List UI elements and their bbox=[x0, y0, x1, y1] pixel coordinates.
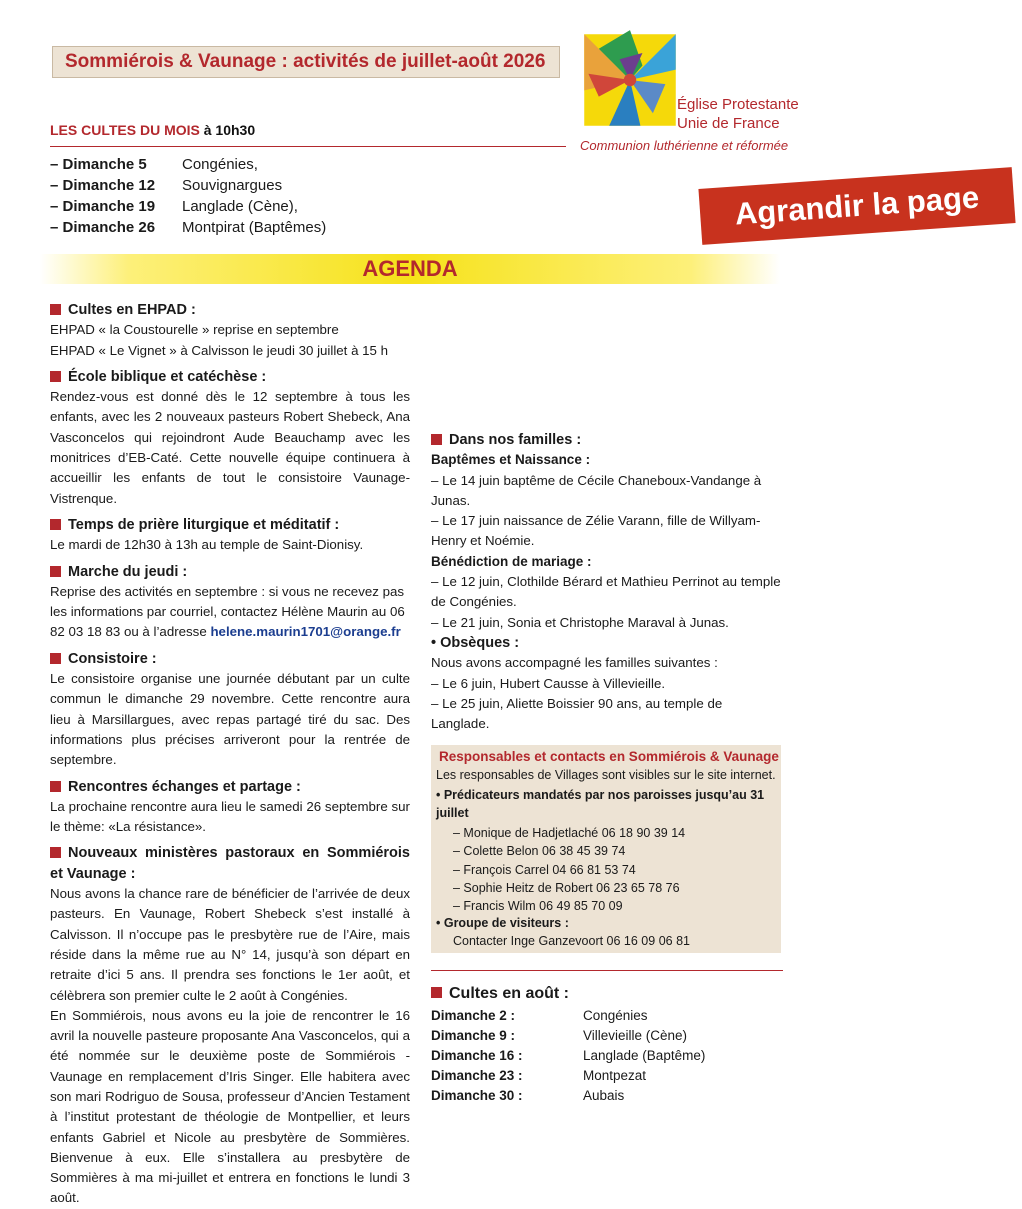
aout-day: Dimanche 30 : bbox=[431, 1088, 523, 1103]
marche-paragraph bbox=[50, 582, 410, 643]
predicateur-item: – Monique de Hadjetlaché 06 18 90 39 14 bbox=[453, 826, 686, 840]
cultes-heading bbox=[50, 122, 255, 138]
email-link[interactable]: helene.maurin1701@orange.fr bbox=[210, 624, 401, 640]
bapteme-item: – Le 14 juin baptême de Cécile Chaneboux-Vandange à Junas. bbox=[431, 472, 762, 508]
bapteme-item: – Le 17 juin naissance de Zélie Varann, fille de Willyam-Henry et Noémie. bbox=[431, 513, 761, 549]
visiteurs-heading: • Groupe de visiteurs : bbox=[436, 916, 569, 930]
aout-place: Villevieille (Cène) bbox=[583, 1028, 688, 1043]
ministeres-p2: En Sommiérois, nous avons eu la joie de rencontrer le 16 avril la nouvelle pasteure proposante Ana Vasconcelos, qui a été nommée sur le deuxième poste de Sommiérois - Vaunage en remplacement d’Iris Singer. Elle habitera avec son mari Rodriguo de Sousa, professeur d’Ancien Testament à l’institut protestant de théologie de Montpellier, et leurs enfants Gabriel et Nicole au presbytère de Sommières. Bienvenue à eux. Elle s’installera au presbytère de Sommières à ma mi-juillet et entrera en fonctions le lundi 3 août. bbox=[50, 1007, 410, 1206]
priere-heading: Temps de prière liturgique et méditatif : bbox=[50, 515, 410, 535]
baptemes-heading: Baptêmes et Naissance : bbox=[431, 452, 591, 468]
responsables-divider bbox=[431, 970, 783, 971]
aout-heading: Cultes en août : bbox=[431, 984, 705, 1004]
cultes-heading-label: LES CULTES DU MOIS bbox=[50, 122, 200, 138]
predicateur-item: – Colette Belon 06 38 45 39 74 bbox=[453, 844, 626, 859]
aout-list-item bbox=[431, 1066, 705, 1086]
responsables-subtitle: Les responsables de Villages sont visibles sur le site internet. bbox=[436, 768, 776, 782]
agenda-left-column bbox=[50, 300, 410, 1209]
cultes-heading-time: à 10h30 bbox=[203, 122, 256, 138]
epudf-logo-icon bbox=[578, 28, 682, 132]
cultes-list-item bbox=[50, 175, 326, 196]
logo-text-line3: Communion luthérienne et réformée bbox=[580, 138, 789, 153]
ministeres-heading: Nouveaux ministères pastoraux en Sommiérois et Vaunage : bbox=[50, 843, 410, 884]
marche-text: Reprise des activités en septembre : si vous ne recevez pas les informations par courriel, contactez Hélène Maurin au 06 82 03 18 83 ou à l’adresse bbox=[50, 583, 405, 640]
familles-heading: Dans nos familles : bbox=[431, 430, 784, 450]
consistoire-heading: Consistoire : bbox=[50, 649, 410, 669]
aout-place: Aubais bbox=[583, 1088, 625, 1103]
cultes-list-item bbox=[50, 196, 326, 217]
page-title-box bbox=[52, 46, 560, 78]
familles-section bbox=[431, 430, 784, 734]
rencontres-heading: Rencontres échanges et partage : bbox=[50, 777, 410, 797]
priere-text: Le mardi de 12h30 à 13h au temple de Saint-Dionisy. bbox=[50, 537, 364, 553]
culte-place: Congénies, bbox=[182, 156, 258, 173]
marche-heading: Marche du jeudi : bbox=[50, 562, 410, 582]
aout-section bbox=[431, 984, 705, 1106]
mariage-item: – Le 21 juin, Sonia et Christophe Maraval à Junas. bbox=[431, 614, 729, 630]
responsables-title: Responsables et contacts en Sommiérois & Vaunage bbox=[439, 749, 779, 764]
aout-list-item bbox=[431, 1026, 705, 1046]
aout-place: Langlade (Baptême) bbox=[583, 1048, 706, 1063]
logo-text-line1: Église Protestante bbox=[677, 96, 799, 113]
aout-list-item bbox=[431, 1006, 705, 1026]
rencontres-text: La prochaine rencontre aura lieu le samedi 26 septembre sur le thème: «La résistance». bbox=[50, 798, 410, 835]
culte-day: – Dimanche 26 bbox=[50, 219, 156, 236]
ecole-heading: École biblique et catéchèse : bbox=[50, 367, 410, 387]
obseques-intro: Nous avons accompagné les familles suivantes : bbox=[431, 655, 718, 671]
aout-day: Dimanche 16 : bbox=[431, 1048, 523, 1063]
culte-day: – Dimanche 5 bbox=[50, 156, 147, 173]
mariage-item: – Le 12 juin, Clothilde Bérard et Mathieu Perrinot au temple de Congénies. bbox=[431, 574, 781, 610]
visiteurs-contact: Contacter Inge Ganzevoort 06 16 09 06 81 bbox=[453, 934, 690, 948]
cultes-divider bbox=[50, 146, 566, 147]
ecole-text: Rendez-vous est donné dès le 12 septembre à tous les enfants, avec les 2 nouveaux pasteurs Robert Shebeck, Ana Vasconcelos qui rejoindront Aude Beauchamp avec les monitrices d’EB-Caté. Cette nouvelle équipe continuera à accueillir les enfants de tout le consistoire Vaunage-Vistrenque. bbox=[50, 389, 410, 506]
culte-place: Montpirat (Baptêmes) bbox=[182, 219, 327, 236]
ehpad-heading: Cultes en EHPAD : bbox=[50, 300, 410, 320]
obseques-item: – Le 25 juin, Aliette Boissier 90 ans, au temple de Langlade. bbox=[431, 695, 723, 732]
agenda-banner bbox=[40, 254, 780, 284]
cultes-list bbox=[50, 154, 326, 238]
aout-day: Dimanche 2 : bbox=[431, 1008, 516, 1023]
agenda-title: AGENDA bbox=[362, 256, 458, 281]
ministeres-p1: Nous avons la chance rare de bénéficier de l’arrivée de deux pasteurs. En Vaunage, Robert Shebeck s’est installé à Calvisson. Il n’occupe pas le presbytère rue de l’Aire, mais réside dans la même rue au N° 14, jusqu’à son départ en retraite d’ici 5 ans. Il prendra ses fonctions le 1er août, et célèbrera son premier culte le 2 août à Congénies. bbox=[50, 886, 410, 1003]
obseques-item: – Le 6 juin, Hubert Causse à Villevieille. bbox=[431, 675, 666, 691]
aout-place: Montpezat bbox=[583, 1068, 647, 1083]
culte-day: – Dimanche 19 bbox=[50, 198, 156, 215]
aout-list-item bbox=[431, 1086, 705, 1106]
culte-day: – Dimanche 12 bbox=[50, 177, 156, 194]
ehpad-line2: EHPAD « Le Vignet » à Calvisson le jeudi 30 juillet à 15 h bbox=[50, 342, 389, 358]
predicateur-item: – Sophie Heitz de Robert 06 23 65 78 76 bbox=[453, 880, 680, 895]
predicateurs-heading: • Prédicateurs mandatés par nos paroisses jusqu’au 31 juillet bbox=[436, 788, 765, 820]
predicateur-item: – Francis Wilm 06 49 85 70 09 bbox=[453, 899, 623, 914]
aout-day: Dimanche 9 : bbox=[431, 1028, 516, 1043]
ehpad-line1: EHPAD « la Coustourelle » reprise en septembre bbox=[50, 322, 339, 338]
agrandir-page-button[interactable]: Agrandir la page bbox=[698, 167, 1015, 245]
page-title: Sommiérois & Vaunage : activités de juillet-août 2026 bbox=[65, 51, 546, 72]
cultes-list-item bbox=[50, 154, 326, 175]
predicateurs-list bbox=[453, 824, 685, 915]
aout-place: Congénies bbox=[583, 1008, 648, 1023]
culte-place: Souvignargues bbox=[182, 177, 283, 194]
logo-text-line2: Unie de France bbox=[677, 115, 780, 132]
aout-day: Dimanche 23 : bbox=[431, 1068, 523, 1083]
responsables-box bbox=[431, 745, 781, 953]
predicateur-item: – François Carrel 04 66 81 53 74 bbox=[453, 862, 636, 877]
culte-place: Langlade (Cène), bbox=[182, 198, 298, 215]
obseques-heading: • Obsèques : bbox=[431, 634, 520, 651]
mariage-heading: Bénédiction de mariage : bbox=[431, 553, 592, 569]
cultes-list-item bbox=[50, 217, 326, 238]
consistoire-text: Le consistoire organise une journée débutant par un culte commun le dimanche 29 novembre. Cette rencontre aura lieu à Marsillargues, avec repas partagé tiré du sac. Des informations plus précises arriveront pour la rentrée de septembre. bbox=[50, 671, 410, 768]
aout-list-item bbox=[431, 1046, 705, 1066]
